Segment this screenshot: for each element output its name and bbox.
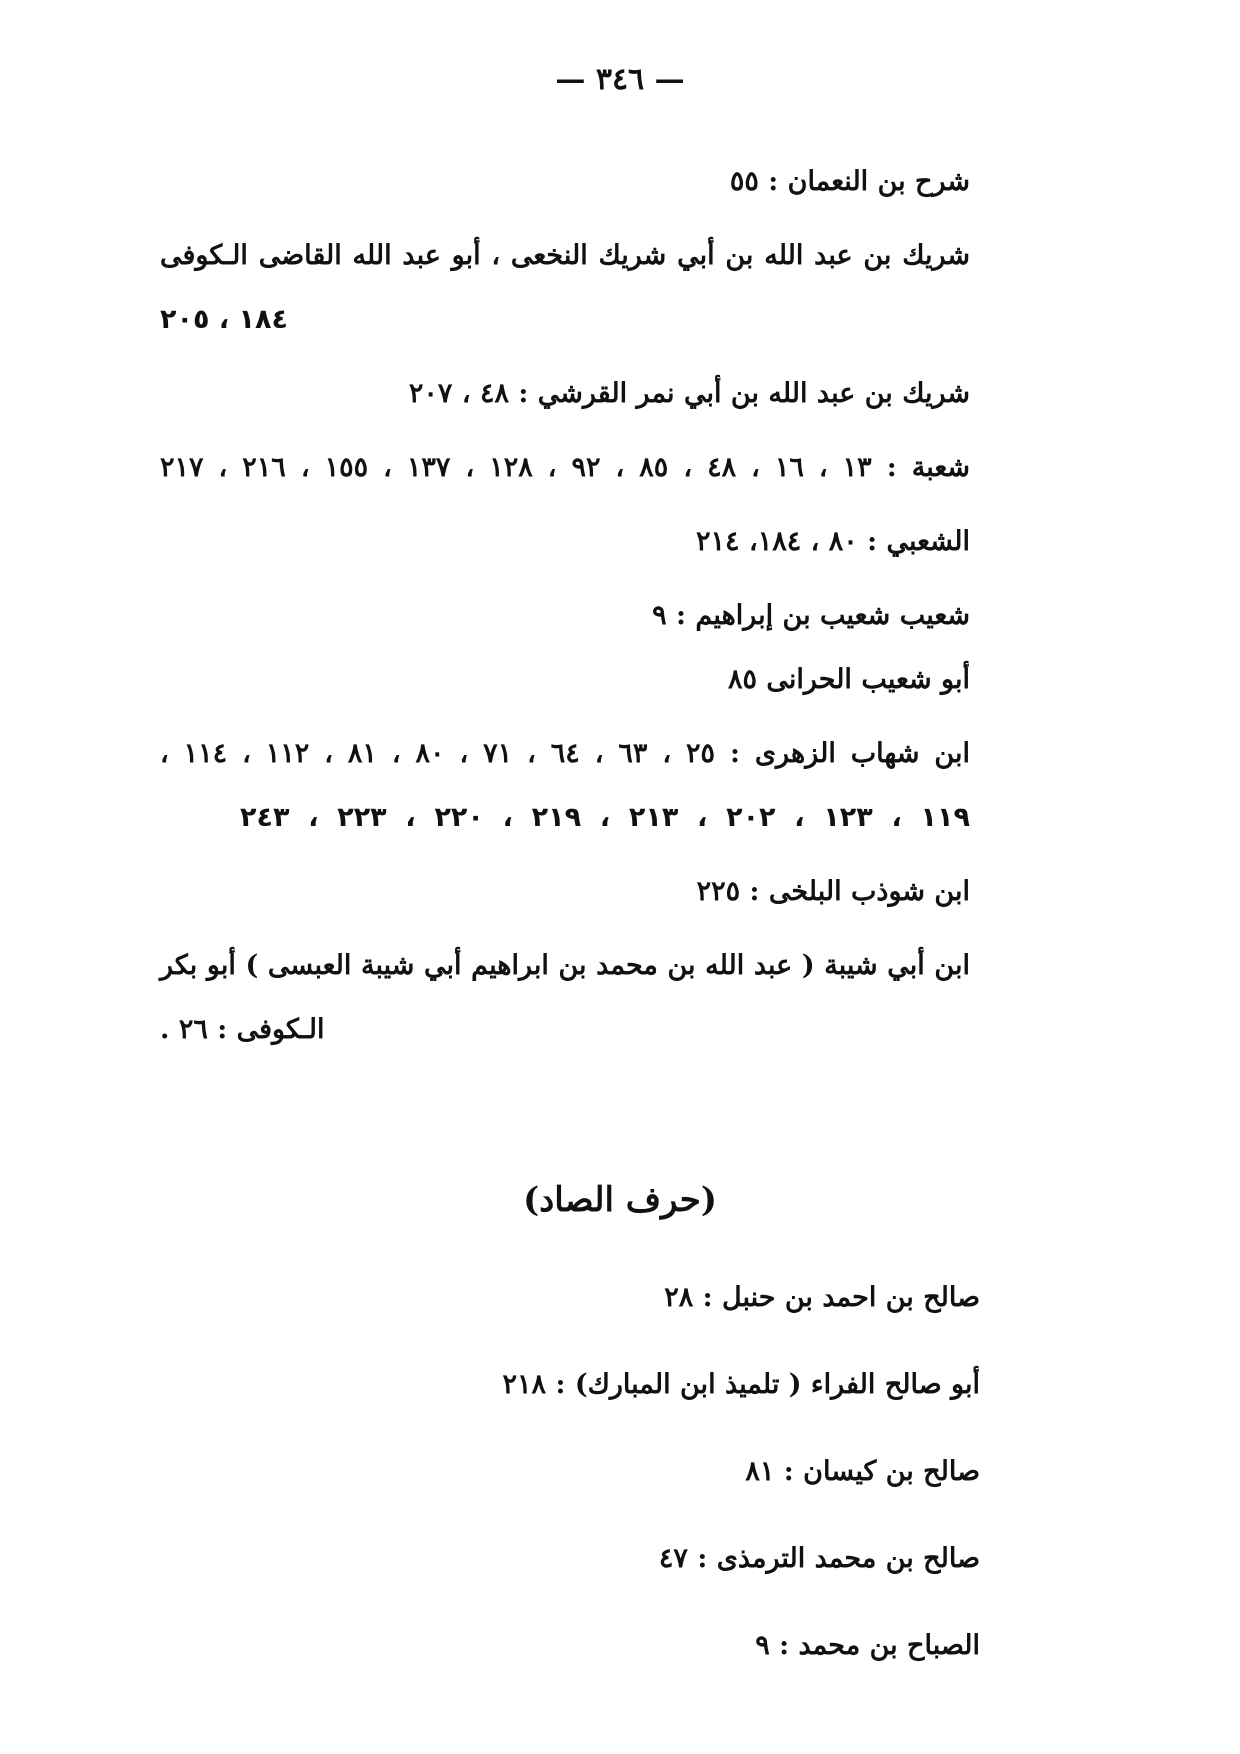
entry-line: ابن شوذب البلخى : ٢٢٥ <box>696 876 970 907</box>
entry-line: ابن شهاب الزهرى : ٢٥ ، ٦٣ ، ٦٤ ، ٧١ ، ٨٠ ، ٨١ ، ١١٢ ، ١١٤ ، <box>160 738 970 769</box>
index-entry <box>160 362 970 426</box>
index-entry <box>160 860 970 924</box>
index-entry <box>160 934 970 1062</box>
entry-line-continuation: الـكوفى : ٢٦ . <box>160 1014 325 1045</box>
index-entry: الصباح بن محمد : ٩ <box>755 1630 980 1661</box>
index-entry: صالح بن احمد بن حنبل : ٢٨ <box>664 1282 980 1313</box>
entry-line: أبو شعيب الحرانى ٨٥ <box>727 664 970 695</box>
index-entry <box>160 584 970 648</box>
index-entry <box>160 648 970 712</box>
entry-line-continuation: ١٨٤ ، ٢٠٥ <box>160 304 288 335</box>
index-entry <box>160 224 970 352</box>
entry-line: الشعبي : ٨٠ ، ١٨٤، ٢١٤ <box>696 526 970 557</box>
index-entry: صالح بن كيسان : ٨١ <box>745 1456 980 1487</box>
entry-line-continuation: ١١٩ ، ١٢٣ ، ٢٠٢ ، ٢١٣ ، ٢١٩ ، ٢٢٠ ، ٢٢٣ ، ٢٤٣ <box>240 802 970 833</box>
entry-line: ابن أبي شيبة ( عبد الله بن محمد بن ابراهيم أبي شيبة العبسى ) أبو بكر <box>160 950 970 981</box>
entry-line: شعيب شعيب بن إبراهيم : ٩ <box>652 600 970 631</box>
section-heading: (حرف الصاد) <box>523 1180 717 1220</box>
entry-line: شعبة : ١٣ ، ١٦ ، ٤٨ ، ٨٥ ، ٩٢ ، ١٢٨ ، ١٣٧ ، ١٥٥ ، ٢١٦ ، ٢١٧ <box>160 452 970 483</box>
entry-line: شريك بن عبد الله بن أبي شريك النخعى ، أبو عبد الله القاضى الـكوفى <box>160 240 970 271</box>
index-entry <box>160 150 970 214</box>
index-entry <box>160 722 970 850</box>
entry-line: شريك بن عبد الله بن أبي نمر القرشي : ٤٨ ، ٢٠٧ <box>408 378 970 409</box>
index-entry <box>160 510 970 574</box>
index-entry: صالح بن محمد الترمذى : ٤٧ <box>658 1543 980 1574</box>
index-entry <box>160 436 970 500</box>
index-entries-shin <box>160 150 970 1072</box>
page-number: — ٣٤٦ — <box>555 62 685 97</box>
index-entry: أبو صالح الفراء ( تلميذ ابن المبارك) : ٢١٨ <box>502 1369 980 1400</box>
entry-line: شرح بن النعمان : ٥٥ <box>729 166 970 197</box>
index-entries-sad <box>160 1268 980 1703</box>
